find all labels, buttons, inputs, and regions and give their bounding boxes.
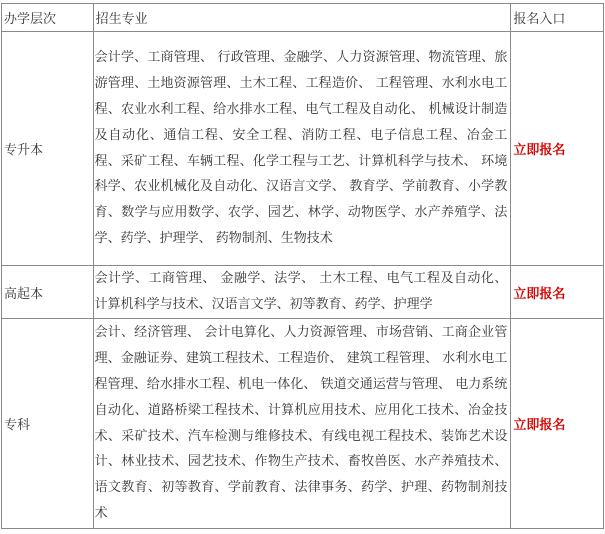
level-cell: 专科	[2, 319, 94, 529]
level-cell: 专升本	[2, 32, 94, 266]
level-cell: 高起本	[2, 266, 94, 319]
majors-cell: 会计学、工商管理、 金融学、法学、 土木工程、电气工程及自动化、 计算机科学与技术、汉语言文学、初等教育、药学、护理学	[93, 266, 511, 319]
header-entry: 报名入口	[511, 4, 604, 32]
signup-link[interactable]: 立即报名	[513, 143, 566, 158]
header-level: 办学层次	[2, 4, 94, 32]
table-row	[2, 32, 604, 266]
table-header-row	[2, 4, 604, 32]
majors-cell: 会计、经济管理、 会计电算化、人力资源管理、市场营销、工商企业管理、金融证券、建筑工程技术、工程造价、 建筑工程管理、 水利水电工程管理、给水排水工程、机电一体化、 铁道交通运营与管理、 电力系统自动化、道路桥梁工程技术、计算机应用技术、应用化工技术、冶金技术、采矿技术、汽车检测与维修技术、有线电视工程技术、装饰艺术设计、林业技术、园艺技术、作物生产技术、畜牧兽医、水产养殖技术、语文教育、初等教育、学前教育、法律事务、药学、护理、药物制剂技术	[93, 319, 511, 529]
header-majors: 招生专业	[93, 4, 511, 32]
signup-link[interactable]: 立即报名	[513, 418, 566, 433]
table-row	[2, 319, 604, 529]
enrollment-table	[1, 3, 604, 529]
table-row	[2, 266, 604, 319]
signup-link[interactable]: 立即报名	[513, 286, 566, 302]
majors-cell: 会计学、工商管理、 行政管理、金融学、人力资源管理、物流管理、旅游管理、土地资源管理、土木工程、工程造价、 工程管理、水利水电工程、农业水利工程、给水排水工程、电气工程及自动化、 机械设计制造及自动化、通信工程、安全工程、消防工程、电子信息工程、冶金工程、采矿工程、车辆工程、化学工程与工艺、计算机科学与技术、 环境科学、农业机械化及自动化、汉语言文学、 教育学、学前教育、小学教育、数学与应用数学、农学、园艺、林学、动物医学、水产养殖学、法学、药学、护理学、 药物制剂、生物技术	[93, 32, 511, 266]
